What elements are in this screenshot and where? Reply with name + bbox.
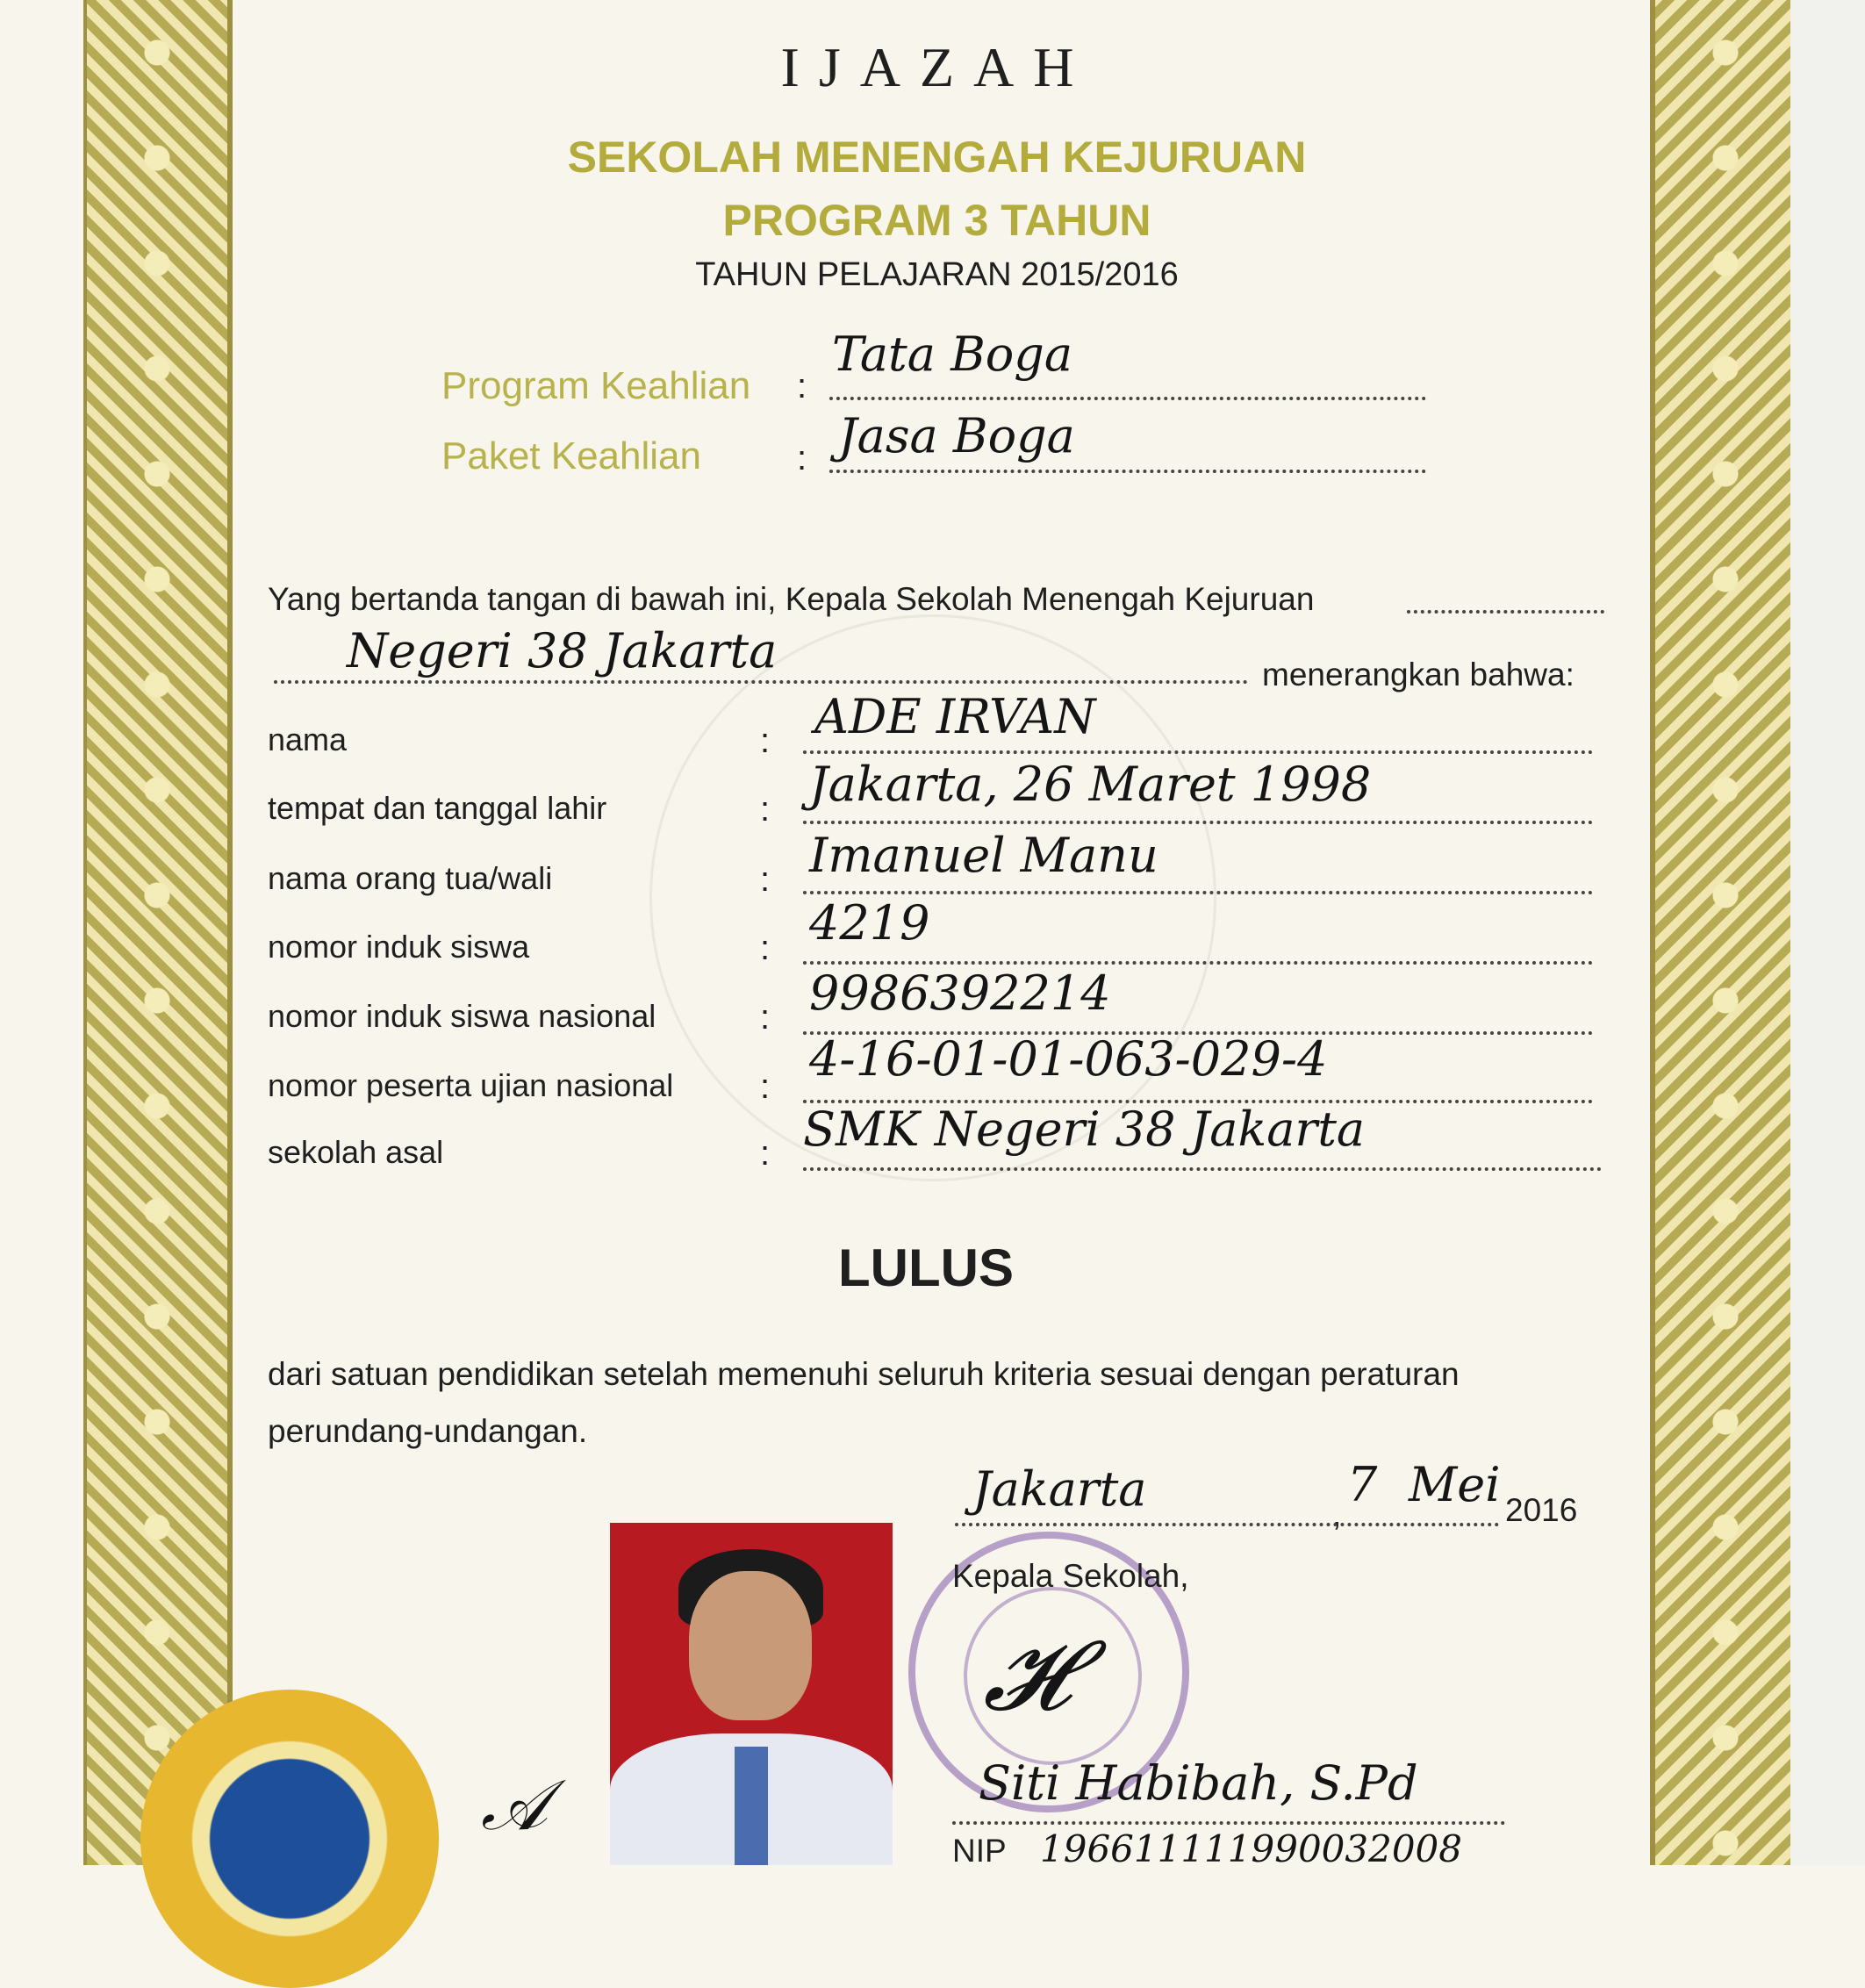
- field-label-nis: nomor induk siswa: [268, 929, 530, 965]
- colon: :: [797, 439, 807, 477]
- ornamental-border-left: [83, 0, 233, 1865]
- program-heading: PROGRAM 3 TAHUN: [722, 196, 1151, 245]
- signatory-role: Kepala Sekolah,: [952, 1558, 1189, 1594]
- closing-line-1: dari satuan pendidikan setelah memenuhi seluruh kriteria sesuai dengan peraturan: [268, 1356, 1460, 1392]
- ornamental-border-right: [1650, 0, 1799, 1865]
- colon: :: [797, 367, 807, 405]
- page-margin: [1790, 0, 1865, 1865]
- field-label-exam-number: nomor peserta ujian nasional: [268, 1067, 674, 1103]
- academic-year: TAHUN PELAJARAN 2015/2016: [695, 256, 1179, 293]
- field-value-nis: 4219: [809, 895, 930, 951]
- student-photo: [610, 1523, 893, 1865]
- dotted-line: [803, 821, 1593, 824]
- dotted-line: [803, 750, 1593, 754]
- colon: :: [760, 721, 771, 760]
- school-type-heading: SEKOLAH MENENGAH KEJURUAN: [567, 133, 1307, 182]
- date-year: 2016: [1505, 1492, 1578, 1528]
- dotted-line: [1407, 610, 1604, 614]
- dotted-line: [955, 1523, 1499, 1526]
- nip-label: NIP: [952, 1833, 1007, 1869]
- field-label-birth: tempat dan tanggal lahir: [268, 790, 607, 826]
- colon: :: [760, 860, 771, 899]
- dotted-line: [829, 470, 1426, 473]
- certificate-title: IJAZAH: [780, 36, 1094, 98]
- field-value-nama: ADE IRVAN: [814, 689, 1096, 744]
- dotted-line: [952, 1821, 1505, 1825]
- dotted-line: [803, 891, 1593, 894]
- field-value-parent: Imanuel Manu: [809, 828, 1158, 883]
- embossed-seal: [140, 1690, 439, 1988]
- result-lulus: LULUS: [838, 1238, 1014, 1297]
- statement-declares: menerangkan bahwa:: [1262, 657, 1574, 693]
- field-label-origin-school: sekolah asal: [268, 1134, 444, 1170]
- date-place: Jakarta: [972, 1461, 1147, 1517]
- field-value-origin-school: SMK Negeri 38 Jakarta: [803, 1102, 1366, 1157]
- principal-signature: 𝓗: [983, 1619, 1071, 1732]
- colon: :: [760, 998, 771, 1037]
- signatory-nip: 196611111990032008: [1040, 1827, 1462, 1870]
- field-value-birth: Jakarta, 26 Maret 1998: [809, 757, 1372, 812]
- dotted-line: [803, 961, 1593, 965]
- dotted-line: [274, 680, 1248, 684]
- field-value-nisn: 9986392214: [809, 965, 1111, 1021]
- date-day: 7: [1347, 1457, 1378, 1512]
- program-keahlian-label: Program Keahlian: [441, 364, 751, 407]
- field-value-exam-number: 4-16-01-01-063-029-4: [809, 1031, 1328, 1087]
- signatory-name: Siti Habibah, S.Pd: [979, 1755, 1418, 1811]
- dotted-line: [829, 397, 1426, 400]
- colon: :: [760, 790, 771, 829]
- school-name-value: Negeri 38 Jakarta: [347, 623, 778, 678]
- colon: :: [760, 1067, 771, 1106]
- paket-keahlian-label: Paket Keahlian: [441, 434, 701, 477]
- field-label-parent: nama orang tua/wali: [268, 860, 553, 896]
- field-label-nisn: nomor induk siswa nasional: [268, 998, 656, 1034]
- statement-intro: Yang bertanda tangan di bawah ini, Kepala Sekolah Menengah Kejuruan: [268, 581, 1315, 617]
- colon: :: [760, 1134, 771, 1173]
- date-month: Mei: [1409, 1457, 1501, 1512]
- student-signature: 𝒜: [481, 1764, 548, 1846]
- program-keahlian-value: Tata Boga: [832, 327, 1073, 382]
- closing-line-2: perundang-undangan.: [268, 1413, 588, 1449]
- comma: ,: [1332, 1496, 1342, 1532]
- colon: :: [760, 929, 771, 967]
- paket-keahlian-value: Jasa Boga: [838, 408, 1075, 463]
- field-label-nama: nama: [268, 721, 348, 757]
- dotted-line: [803, 1167, 1602, 1171]
